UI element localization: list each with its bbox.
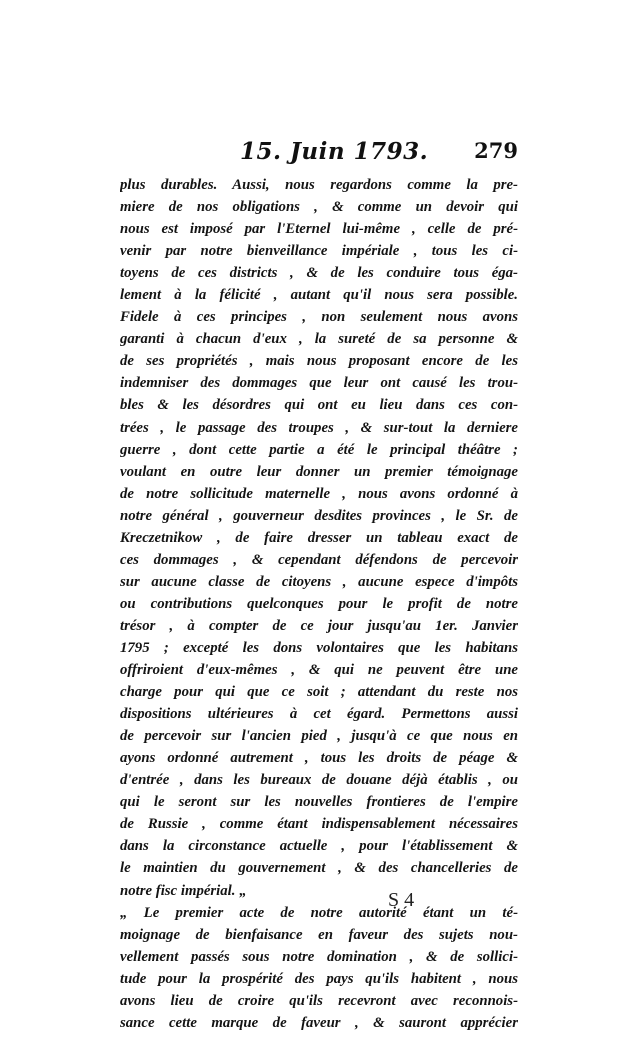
text-line: trées , le passage des troupes , & sur-tout la derniere [120,419,518,436]
text-line: ces dommages , & cependant défendons de percevoir [120,551,518,568]
signature-mark: S 4 [388,889,415,911]
page-header [240,138,518,168]
text-line: vellement passés sous notre domination , & de sollici- [120,948,518,965]
text-line: moignage de bienfaisance en faveur des sujets nou- [120,926,518,943]
text-line: notre fisc impérial. „ [120,882,247,899]
text-line: notre général , gouverneur desdites provinces , le Sr. de [120,507,518,524]
text-line: qui le seront sur les nouvelles frontieres de l'empire [120,794,518,811]
text-line: „ Le premier acte de notre autorité étant un té- [120,904,518,921]
text-line: plus durables. Aussi, nous regardons comme la pre- [120,177,518,193]
text-line: trésor , à compter de ce jour jusqu'au 1er. Janvier [120,617,518,634]
text-line: guerre , dont cette partie a été le principal théâtre ; [120,441,518,458]
text-line: charge pour qui que ce soit ; attendant du reste nos [120,684,518,701]
text-line: d'entrée , dans les bureaux de douane déjà établis , ou [120,772,518,789]
body-text [120,174,518,1034]
text-line: toyens de ces districts , & de les conduire tous éga- [120,265,518,282]
text-line: sance cette marque de faveur , & sauront apprécier [120,1014,518,1031]
text-line: lement à la félicité , autant qu'il nous sera possible. [120,287,518,304]
text-line: Fidele à ces principes , non seulement nous avons [120,309,518,326]
text-line: ou contributions quelconques pour le profit de notre [120,595,518,612]
text-line: miere de nos obligations , & comme un devoir qui [120,199,518,216]
text-line: dispositions ultérieures à cet égard. Permettons aussi [120,706,518,723]
text-line: dans la circonstance actuelle , pour l'établissement & [120,838,518,855]
text-line: de Russie , comme étant indispensablement nécessaires [120,816,518,833]
text-line: offriroient d'eux-mêmes , & qui ne peuvent être une [120,662,518,679]
text-line: venir par notre bienveillance impériale , tous les ci- [120,243,518,260]
text-line: sur aucune classe de citoyens , aucune espece d'impôts [120,573,518,590]
page-number: 279 [474,138,518,163]
text-line: le maintien du gouvernement , & des chancelleries de [120,860,518,877]
text-line: tude pour la prospérité des pays qu'ils habitent , nous [120,970,518,987]
text-line: indemniser des dommages que leur ont causé les trou- [120,375,518,392]
text-line: de notre sollicitude maternelle , nous avons ordonné à [120,485,518,502]
text-line: Kreczetnikow , de faire dresser un tableau exact de [120,529,518,546]
text-line: de percevoir sur l'ancien pied , jusqu'à ce que nous en [120,728,518,745]
text-line: nous est imposé par l'Eternel lui-même , celle de pré- [120,221,518,238]
text-line: 1795 ; excepté les dons volontaires que les habitans [120,639,518,656]
text-line: bles & les désordres qui ont eu lieu dans ces con- [120,397,518,414]
text-line: voulant en outre leur donner un premier témoignage [120,463,518,480]
running-head: 15. Juin 1793. [240,138,429,165]
text-line: ayons ordonné autrement , tous les droits de péage & [120,750,518,767]
text-line: de ses propriétés , mais nous proposant encore de les [120,353,518,370]
text-line: garanti à chacun d'eux , la sureté de sa personne & [120,331,518,348]
text-line: avons lieu de croire qu'ils recevront avec reconnois- [120,992,518,1009]
